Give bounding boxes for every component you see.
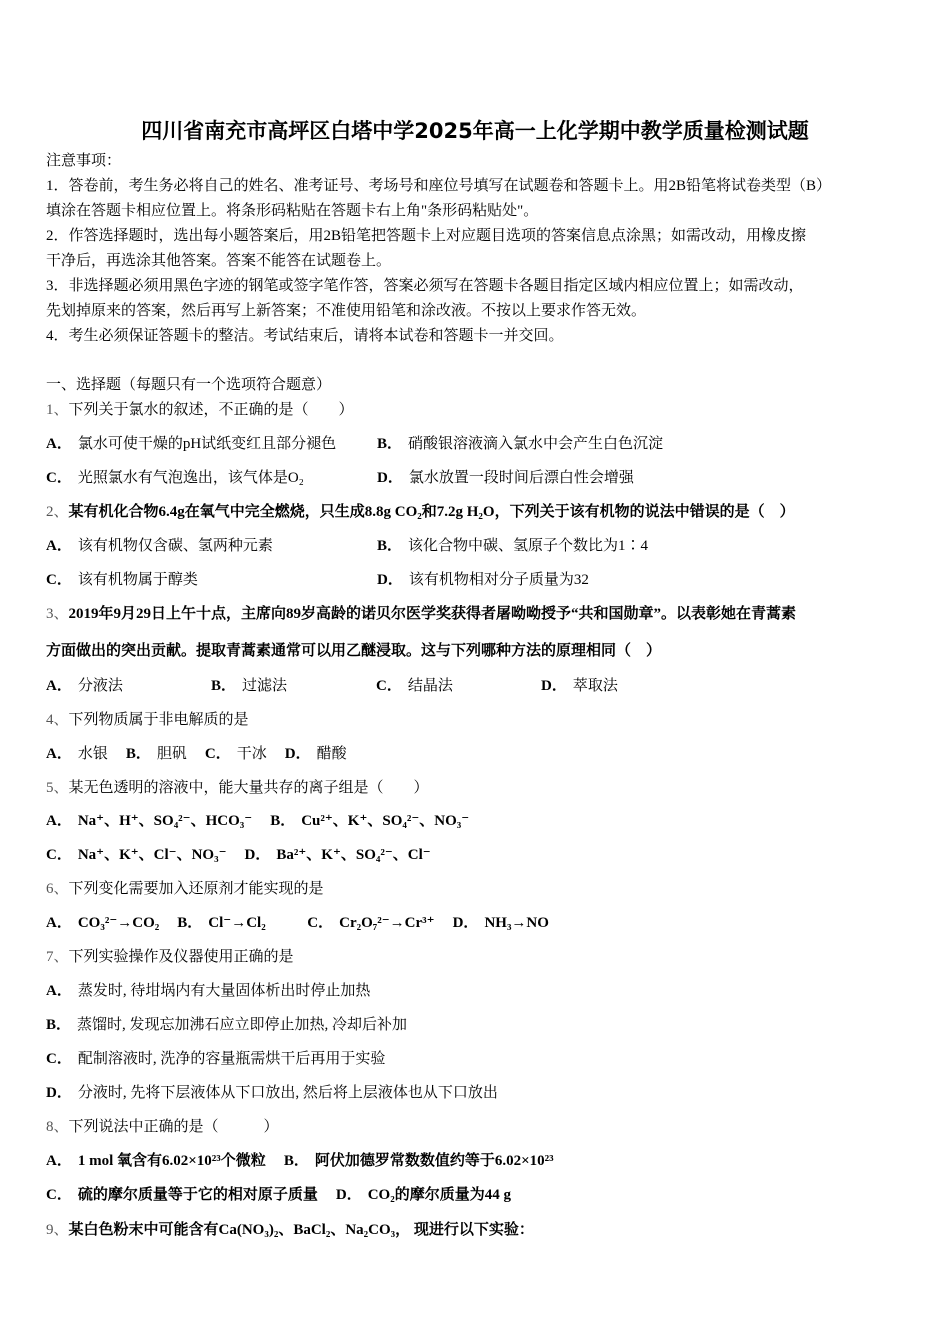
option-b: B． 过滤法 [211, 678, 288, 694]
option-c: C． 干冰 [204, 746, 267, 762]
question-stem: 下列物质属于非电解质的是 [68, 712, 249, 728]
question-5 [46, 779, 429, 797]
question-1 [46, 401, 354, 419]
question-stem: 下列变化需要加入还原剂才能实现的是 [68, 881, 324, 897]
question-number: 8、 [46, 1119, 69, 1135]
option-c: C． 硫的摩尔质量等于它的相对原子质量 [46, 1187, 318, 1203]
option-d: D． Ba²⁺、K⁺、SO₄²⁻、Cl⁻ [244, 847, 431, 863]
option-row [46, 1152, 554, 1170]
option-row [46, 1186, 511, 1204]
option-a: A． 分液法 [46, 678, 123, 694]
option-row [46, 571, 690, 589]
option-row [46, 1084, 498, 1102]
option-d: D． 分液时, 先将下层液体从下口放出, 然后将上层液体也从下口放出 [46, 1085, 498, 1101]
notes-line: 4．考生必须保证答题卡的整洁。考试结束后，请将本试卷和答题卡一并交回。 [46, 328, 564, 344]
option-a: A． 氯水可使干燥的pH试纸变红且部分褪色 [46, 436, 337, 452]
question-2 [46, 503, 795, 521]
question-stem: 某无色透明的溶液中，能大量共存的离子组是（ ） [68, 780, 429, 796]
option-a: A． 蒸发时, 待坩埚内有大量固体析出时停止加热 [46, 983, 371, 999]
question-7 [46, 948, 294, 966]
notes-line: 3．非选择题必须用黑色字迹的钢笔或签字笔作答，答案必须写在答题卡各题目指定区域内相应位置上；如需改动， [46, 278, 804, 294]
question-number: 3、 [46, 606, 69, 622]
option-c: C． Cr₂O₇²⁻→Cr³⁺ [307, 915, 435, 931]
section-heading: 一、选择题（每题只有一个选项符合题意） [46, 377, 332, 393]
question-stem-continued: 方面做出的突出贡献。提取青蒿素通常可以用乙醚浸取。这与下列哪种方法的原理相同（ ） [46, 643, 662, 659]
option-row [46, 677, 688, 695]
option-b: B． 硝酸银溶液滴入氯水中会产生白色沉淀 [377, 436, 664, 452]
option-c: C． 配制溶液时, 洗净的容量瓶需烘干后再用于实验 [46, 1051, 386, 1067]
notes-line: 填涂在答题卡相应位置上。将条形码粘贴在答题卡右上角"条形码粘贴处"。 [46, 203, 539, 219]
option-row [46, 982, 370, 1000]
option-row [46, 435, 690, 453]
question-9 [46, 1221, 534, 1239]
option-row [46, 469, 690, 487]
option-row [46, 537, 690, 555]
option-d: D． CO₂的摩尔质量为44 g [335, 1187, 511, 1203]
notes-line: 先划掉原来的答案，然后再写上新答案；不准使用铅笔和涂改液。不按以上要求作答无效。 [46, 303, 647, 319]
option-row [46, 914, 565, 932]
option-b: B． 阿伏加德罗常数数值约等于6.02×10²³ [283, 1153, 554, 1169]
option-d: D． NH₃→NO [452, 915, 549, 931]
option-row [46, 1050, 385, 1068]
notes-line: 2．作答选择题时，选出每小题答案后，用2B铅笔把答题卡上对应题目选项的答案信息点涂黑；如需改动，用橡皮擦 [46, 228, 807, 244]
option-d: D． 萃取法 [541, 678, 618, 694]
question-number: 7、 [46, 949, 69, 965]
option-c: C． Na⁺、K⁺、Cl⁻、NO₃⁻ [46, 847, 227, 863]
option-b: B． 胆矾 [125, 746, 187, 762]
question-6 [46, 880, 324, 898]
question-stem: 某有机化合物6.4g在氧气中完全燃烧，只生成8.8g CO₂和7.2g H₂O，下列关于该有机物的说法中错误的是（ ） [68, 504, 795, 520]
option-b: B． Cu²⁺、K⁺、SO₄²⁻、NO₃⁻ [270, 813, 470, 829]
option-row [46, 812, 469, 830]
option-b: B． 该化合物中碳、氢原子个数比为1∶4 [377, 538, 649, 554]
option-c: C． 该有机物属于醇类 [46, 572, 198, 588]
option-row [46, 1016, 407, 1034]
option-d: D． 氯水放置一段时间后漂白性会增强 [377, 470, 634, 486]
question-8 [46, 1118, 279, 1136]
notes-line: 干净后，再选涂其他答案。答案不能答在试题卷上。 [46, 253, 392, 269]
question-number: 9、 [46, 1222, 69, 1238]
question-number: 5、 [46, 780, 69, 796]
option-row [46, 745, 347, 763]
option-b: B． Cl⁻→Cl₂ [177, 915, 266, 931]
option-a: A． 该有机物仅含碳、氢两种元素 [46, 538, 273, 554]
option-a: A． 1 mol 氧含有6.02×10²³个微粒 [46, 1153, 266, 1169]
question-stem: 2019年9月29日上午十点，主席向89岁高龄的诺贝尔医学奖获得者屠呦呦授予“共和国勋章”。以表彰她在青蒿素 [68, 606, 797, 622]
question-4 [46, 711, 249, 729]
option-row [46, 846, 431, 864]
question-stem: 下列实验操作及仪器使用正确的是 [68, 949, 294, 965]
option-d: D． 醋酸 [284, 746, 347, 762]
question-stem: 下列关于氯水的叙述，不正确的是（ ） [68, 402, 354, 418]
question-number: 6、 [46, 881, 69, 897]
option-b: B． 蒸馏时, 发现忘加沸石应立即停止加热, 冷却后补加 [46, 1017, 408, 1033]
option-a: A． CO₃²⁻→CO₂ [46, 915, 160, 931]
option-d: D． 该有机物相对分子质量为32 [377, 572, 589, 588]
question-number: 4、 [46, 712, 69, 728]
question-stem: 某白色粉末中可能含有Ca(NO₃)₂、BaCl₂、Na₂CO₃， 现进行以下实验： [68, 1222, 534, 1238]
option-a: A． Na⁺、H⁺、SO₄²⁻、HCO₃⁻ [46, 813, 253, 829]
page-title: 四川省南充市高坪区白塔中学2025年高一上化学期中教学质量检测试题 [141, 119, 809, 143]
question-number: 2、 [46, 504, 69, 520]
option-a: A． 水银 [46, 746, 108, 762]
notes-line: 1．答卷前，考生务必将自己的姓名、准考证号、考场号和座位号填写在试题卷和答题卡上。用2B铅笔将试卷类型（B） [46, 178, 832, 194]
question-3 [46, 605, 796, 623]
question-number: 1、 [46, 402, 69, 418]
option-c: C． 结晶法 [376, 678, 453, 694]
option-c: C． 光照氯水有气泡逸出，该气体是O₂ [46, 470, 304, 486]
notes-heading: 注意事项： [46, 153, 122, 169]
question-stem: 下列说法中正确的是（ ） [68, 1119, 279, 1135]
